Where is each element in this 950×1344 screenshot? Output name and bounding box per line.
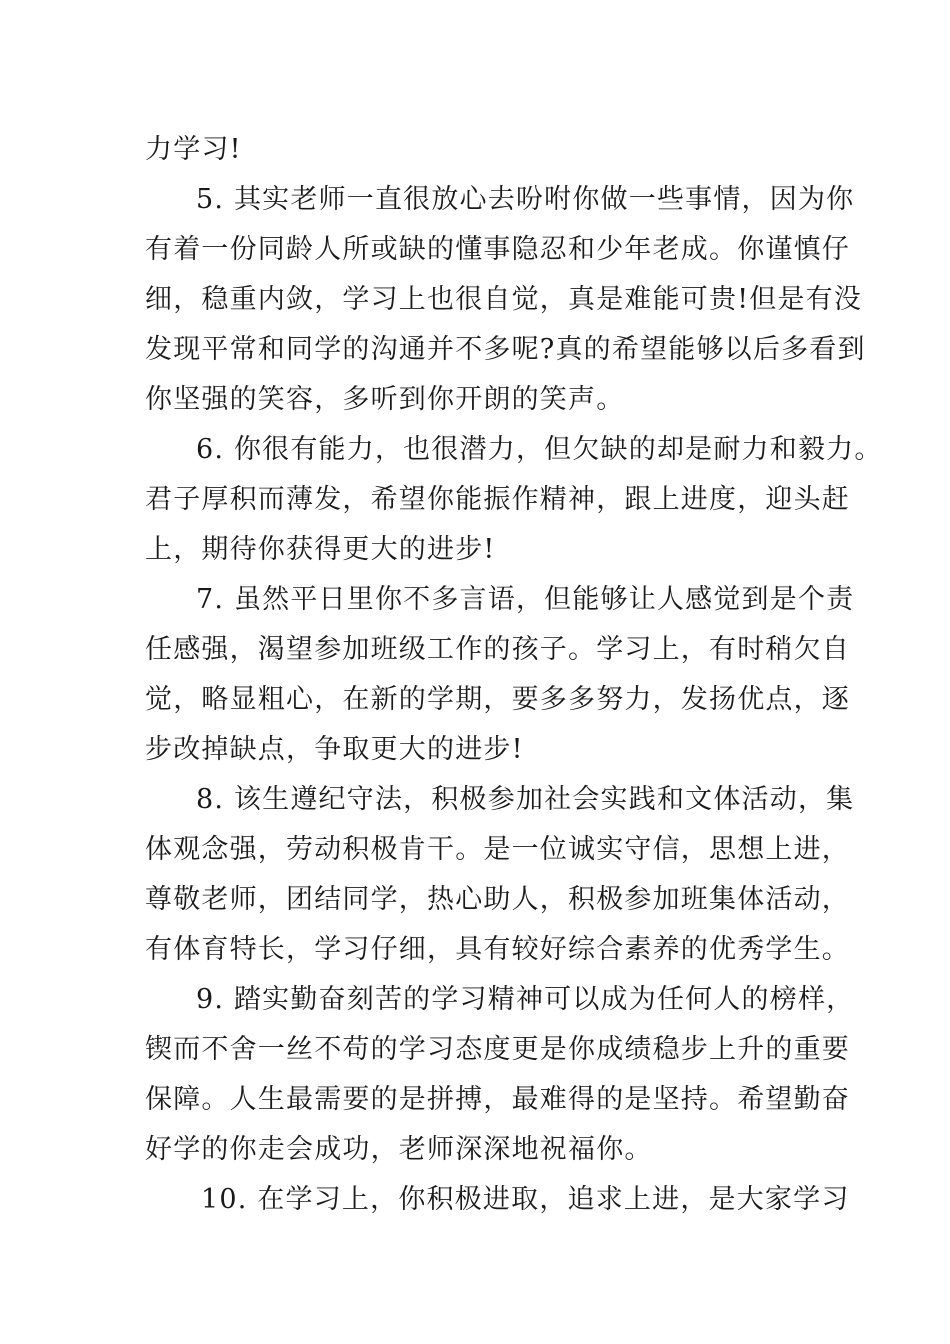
text-line: 10. 在学习上，你积极进取，追求上进，是大家学习 [201,1184,850,1215]
text-line: 细，稳重内敛，学习上也很自觉，真是难能可贵!但是有没 [145,284,863,315]
text-line: 任感强，渴望参加班级工作的孩子。学习上，有时稍欠自 [145,634,850,665]
text-line: 8. 该生遵纪守法，积极参加社会实践和文体活动，集 [196,784,855,815]
text-line: 体观念强，劳动积极肯干。是一位诚实守信，思想上进， [145,834,850,865]
text-line: 力学习! [145,134,242,165]
text-line: 觉，略显粗心，在新的学期，要多多努力，发扬优点，逐 [145,684,850,715]
text-line: 上，期待你获得更大的进步! [145,534,496,565]
text-line: 好学的你走会成功，老师深深地祝福你。 [145,1134,653,1165]
text-line: 发现平常和同学的沟通并不多呢?真的希望能够以后多看到 [145,334,866,365]
text-line: 保障。人生最需要的是拼搏，最难得的是坚持。希望勤奋 [145,1084,850,1115]
text-line: 9. 踏实勤奋刻苦的学习精神可以成为任何人的榜样， [196,984,855,1015]
text-line: 步改掉缺点，争取更大的进步! [145,734,524,765]
text-line: 你坚强的笑容，多听到你开朗的笑声。 [145,384,625,415]
text-line: 君子厚积而薄发，希望你能振作精神，跟上进度，迎头赶 [145,484,850,515]
text-line: 有着一份同龄人所或缺的懂事隐忍和少年老成。你谨慎仔 [145,234,850,265]
text-line: 有体育特长，学习仔细，具有较好综合素养的优秀学生。 [145,934,850,965]
text-line: 5. 其实老师一直很放心去吩咐你做一些事情，因为你 [196,184,855,215]
text-line: 锲而不舍一丝不苟的学习态度更是你成绩稳步上升的重要 [145,1034,850,1065]
text-line: 尊敬老师，团结同学，热心助人，积极参加班集体活动， [145,884,850,915]
text-line: 7. 虽然平日里你不多言语，但能够让人感觉到是个责 [196,584,855,615]
text-line: 6. 你很有能力，也很潜力，但欠缺的却是耐力和毅力。 [196,434,883,465]
